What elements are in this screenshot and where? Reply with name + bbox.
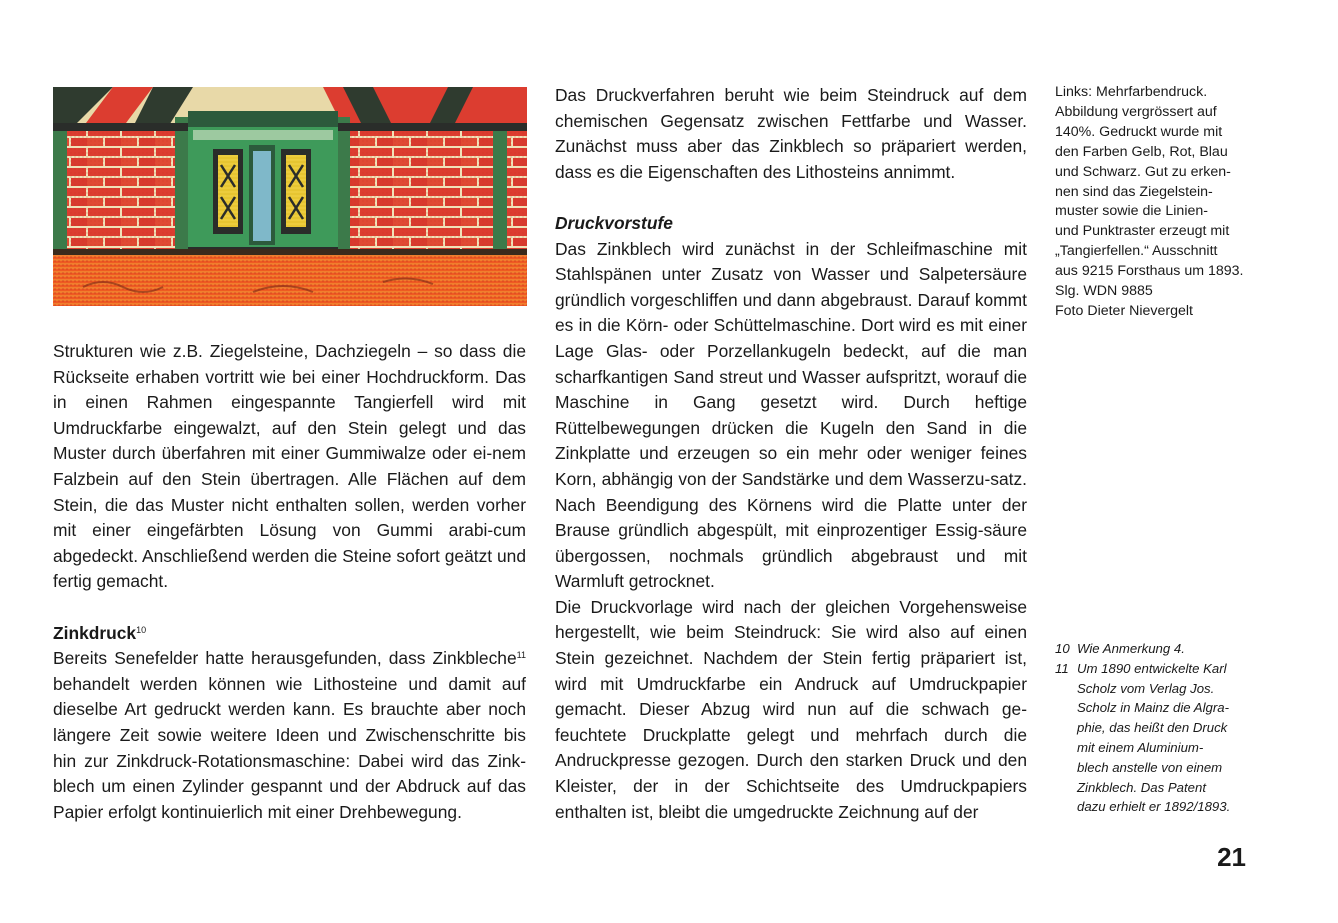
caption-line: den Farben Gelb, Rot, Blau [1055,143,1228,160]
footnote-ref: 10 [136,624,147,635]
section-heading-druckvorstufe: Druckvorstufe [555,212,673,233]
footnote-number: 10 [1055,641,1070,656]
text-column-left [53,339,526,825]
footnote-line: Wie Anmerkung 4. [1077,641,1185,656]
caption-line: 140%. Gedruckt wurde mit [1055,123,1223,140]
section-heading-zinkdruck [53,621,526,647]
footnote-11 [1055,659,1251,817]
text-column-middle [555,83,1027,825]
caption-line: muster sowie die Linien- [1055,203,1208,220]
caption-line: Slg. WDN 9885 [1055,283,1153,300]
body-paragraph: Strukturen wie z.B. Ziegelsteine, Dachziegeln – so dass die Rückseite erhaben vortritt wie bei einer Hochdruckform. Das in einen Rahmen eingespannte Tangierfell wird mit Umdruckfarbe eingewalzt, auf den Stein gelegt und das Muster durch überfahren mit einer Gummiwalze oder ei-nem Falzbein auf den Stein übertragen. Alle Flächen auf dem Stein, die das Muster nicht enthalten sollen, werden vorher mit einer eingefärbten Lösung von Gummi arabi-cum abgedeckt. Anschließend werden die Steine sofort geätzt und fertig gemacht. [53,341,526,592]
caption-line: Foto Dieter Nievergelt [1055,302,1193,319]
spacer [555,185,1027,211]
spacer [53,595,526,621]
body-paragraph: Das Zinkblech wird zunächst in der Schleifmaschine mit Stahlspänen unter Zusatz von Wasser und Salpetersäure gründlich vorgeschliffen und dann abgebraust. Darauf kommt es in die Körn- oder Schüttelmaschine. Dort wird es mit einer Lage Glas- oder Porzellankugeln bedeckt, auf die man scharfkantigen Sand streut und Wasser aufspritzt, worauf die Maschine in Gang gesetzt wird. Durch heftige Rüttelbewegungen drücken die Kugeln den Sand in die Zinkplatte und erzeugen so ein mehr oder weniger feines Korn, abhängig von der Sandstärke und dem Wasserzu-satz. Nach Beendigung des Körnens wird die Platte unter der Brause gründlich abgespült, mit einprozentiger Essig-säure übergossen, nochmals gründlich abgebraust und mit Warmluft getrocknet. [555,238,1027,592]
heading-text: Zinkdruck [53,622,137,643]
text-run: behandelt werden können wie Lithosteine und damit auf dieselbe Art gedruckt werden kann. Es brauchte aber noch längere Zeit sowie weitere Ideen und Zwischenschritte bis hin zur Zinkdruck-Rotationsmaschine: Dabei wird das Zink-blech um einen Zylinder gespannt und der Abdruck auf das Papier erfolgt kontinuierlich mit einer Drehbewegung. [53,673,526,822]
footnote-line: Scholz in Mainz die Algra- [1077,700,1229,716]
body-paragraph: Das Druckverfahren beruht wie beim Steindruck auf dem chemischen Gegensatz zwischen Fettfarbe und Wasser. Zunächst muss aber das Zinkblech so präpariert werden, dass es die Eigenschaften des Lithosteins annimmt. [555,85,1027,182]
footnote-line: Scholz vom Verlag Jos. [1077,680,1215,696]
footnote-line: dazu erhielt er 1892/1893. [1077,799,1231,815]
footnote-number: 11 [1055,660,1069,676]
caption-line: aus 9215 Forsthaus um 1893. [1055,263,1244,280]
footnote-line: phie, das heißt den Druck [1077,720,1228,736]
text-run: Bereits Senefelder hatte herausgefunden, dass Zinkbleche [53,648,517,669]
photo-icon [53,87,527,306]
caption-line: nen sind das Ziegelstein- [1055,183,1213,200]
caption-line: und Punktraster erzeugt mit [1055,223,1230,240]
caption-line: und Schwarz. Gut zu erken- [1055,163,1231,180]
footnote-line: Um 1890 entwickelte Karl [1077,660,1227,676]
body-paragraph: Die Druckvorlage wird nach der gleichen Vorgehensweise hergestellt, wie beim Steindruck: Sie wird also auf einen Stein gezeichnet. Nachdem der Stein fertig präpariert ist, wird mit Umdruckfarbe ein Andruck auf Umdruckpapier gemacht. Dieser Abzug wird nun auf die schwach ge-feuchtete Druckplatte gelegt und mehrfach durch die Andruckpresse gezogen. Durch den starken Druck und den Kleister, der in der Schichtseite des Umdruckpapiers enthalten ist, bleibt die umgedruckte Zeichnung auf der [555,596,1027,822]
print-detail-photo [53,87,527,306]
page-number: 21 [1217,842,1246,872]
body-paragraph [53,646,526,825]
footnote-line: mit einem Aluminium- [1077,739,1204,755]
footnote-10 [1055,639,1251,659]
caption-line: Links: Mehrfarbendruck. [1055,84,1208,100]
footnote-line: blech anstelle von einem [1077,759,1223,775]
caption-line: „Tangierfellen.“ Ausschnitt [1055,243,1218,260]
caption-line: Abbildung vergrössert auf [1055,103,1217,120]
footnotes [1055,639,1251,817]
image-caption [1055,83,1251,322]
footnote-ref: 11 [516,650,526,661]
footnote-line: Zinkblech. Das Patent [1077,779,1207,795]
